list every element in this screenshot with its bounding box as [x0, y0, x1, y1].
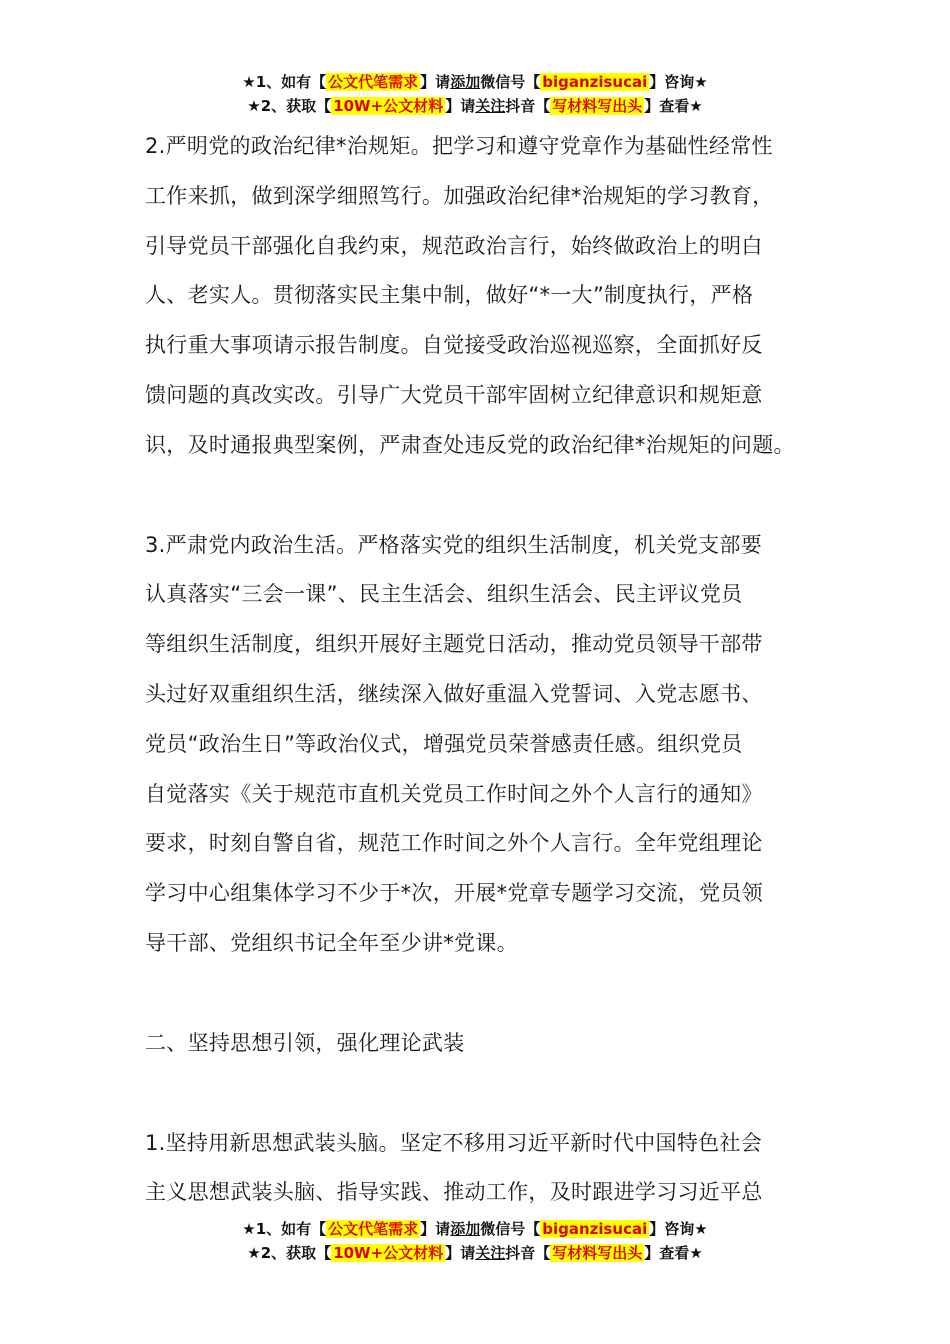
- text-line: 引导党员干部强化自我约束，规范政治言行，始终做政治上的明白: [145, 233, 763, 258]
- paragraph-discipline: [145, 122, 825, 471]
- text-line: 学习中心组集体学习不少于*次，开展*党章专题学习交流，党员领: [145, 881, 763, 906]
- bottom-banner: [0, 1217, 950, 1265]
- banner-text: ★2、获取【: [247, 97, 332, 115]
- text-line: 2.严明党的政治纪律*治规矩。把学习和遵守党章作为基础性经常性: [145, 134, 773, 158]
- douyin-account: 写材料写出头: [552, 1244, 643, 1262]
- underlined-text: 添加: [450, 73, 481, 91]
- banner-text: 】咨询★: [649, 1220, 708, 1238]
- text-line: 认真落实“三会一课”、民主生活会、组织生活会、民主评议党员: [145, 582, 743, 607]
- text-line: 人、老实人。贯彻落实民主集中制，做好“*一大”制度执行，严格: [145, 283, 754, 308]
- text-line: 等组织生活制度，组织开展好主题党日活动，推动党员领导干部带: [145, 632, 763, 657]
- heading-text: 二、坚持思想引领，强化理论武装: [145, 1030, 465, 1055]
- paragraph-spacer: [145, 471, 825, 521]
- highlight-text: 公文代笔需求: [328, 73, 419, 91]
- highlight-text: 10W+公文材料: [333, 1244, 444, 1262]
- banner-text: 微信号【: [480, 1220, 541, 1238]
- underlined-text: 添加: [450, 1220, 481, 1238]
- banner-text: 】请: [445, 1244, 476, 1262]
- text-line: 1.坚持用新思想武装头脑。坚定不移用习近平新时代中国特色社会: [145, 1130, 763, 1155]
- text-line: 3.严肃党内政治生活。严格落实党的组织生活制度，机关党支部要: [145, 532, 763, 557]
- wechat-id: biganzisucai: [542, 1220, 648, 1238]
- top-banner: [0, 70, 950, 118]
- wechat-id: biganzisucai: [542, 73, 648, 91]
- banner-text: 】查看★: [644, 97, 703, 115]
- banner-text: 】查看★: [644, 1244, 703, 1262]
- paragraph-theory: [145, 1119, 825, 1219]
- banner-line-2: [0, 1241, 950, 1265]
- underlined-text: 关注: [475, 1244, 506, 1262]
- banner-text: 】请: [420, 73, 451, 91]
- banner-line-1: [0, 70, 950, 94]
- underlined-text: 关注: [475, 97, 506, 115]
- paragraph-spacer: [145, 969, 825, 1019]
- text-line: 党员“政治生日”等政治仪式，增强党员荣誉感责任感。组织党员: [145, 731, 743, 756]
- banner-text: ★1、如有【: [242, 73, 327, 91]
- paragraph-spacer: [145, 1069, 825, 1119]
- banner-text: 】请: [420, 1220, 451, 1238]
- highlight-text: 公文代笔需求: [328, 1220, 419, 1238]
- highlight-text: 10W+公文材料: [333, 97, 444, 115]
- banner-text: 抖音【: [505, 97, 551, 115]
- text-line: 主义思想武装头脑、指导实践、推动工作，及时跟进学习习近平总: [145, 1180, 763, 1205]
- banner-line-1: [0, 1217, 950, 1241]
- banner-text: 】请: [445, 97, 476, 115]
- banner-text: 微信号【: [480, 73, 541, 91]
- text-line: 工作来抓，做到深学细照笃行。加强政治纪律*治规矩的学习教育，: [145, 183, 774, 208]
- douyin-account: 写材料写出头: [552, 97, 643, 115]
- text-line: 识，及时通报典型案例，严肃查处违反党的政治纪律*治规矩的问题。: [145, 432, 795, 457]
- banner-text: ★1、如有【: [242, 1220, 327, 1238]
- text-line: 执行重大事项请示报告制度。自觉接受政治巡视巡察，全面抓好反: [145, 333, 763, 358]
- text-line: 自觉落实《关于规范市直机关党员工作时间之外个人言行的通知》: [145, 781, 763, 806]
- text-line: 头过好双重组织生活，继续深入做好重温入党誓词、入党志愿书、: [145, 681, 763, 706]
- section-heading: [145, 1019, 825, 1069]
- text-line: 导干部、党组织书记全年至少讲*党课。: [145, 930, 518, 955]
- text-line: 馈问题的真改实改。引导广大党员干部牢固树立纪律意识和规矩意: [145, 382, 763, 407]
- text-line: 要求，时刻自警自省，规范工作时间之外个人言行。全年党组理论: [145, 831, 763, 856]
- banner-line-2: [0, 94, 950, 118]
- banner-text: 】咨询★: [649, 73, 708, 91]
- banner-text: 抖音【: [505, 1244, 551, 1262]
- document-body: [145, 122, 825, 1218]
- paragraph-political-life: [145, 521, 825, 969]
- banner-text: ★2、获取【: [247, 1244, 332, 1262]
